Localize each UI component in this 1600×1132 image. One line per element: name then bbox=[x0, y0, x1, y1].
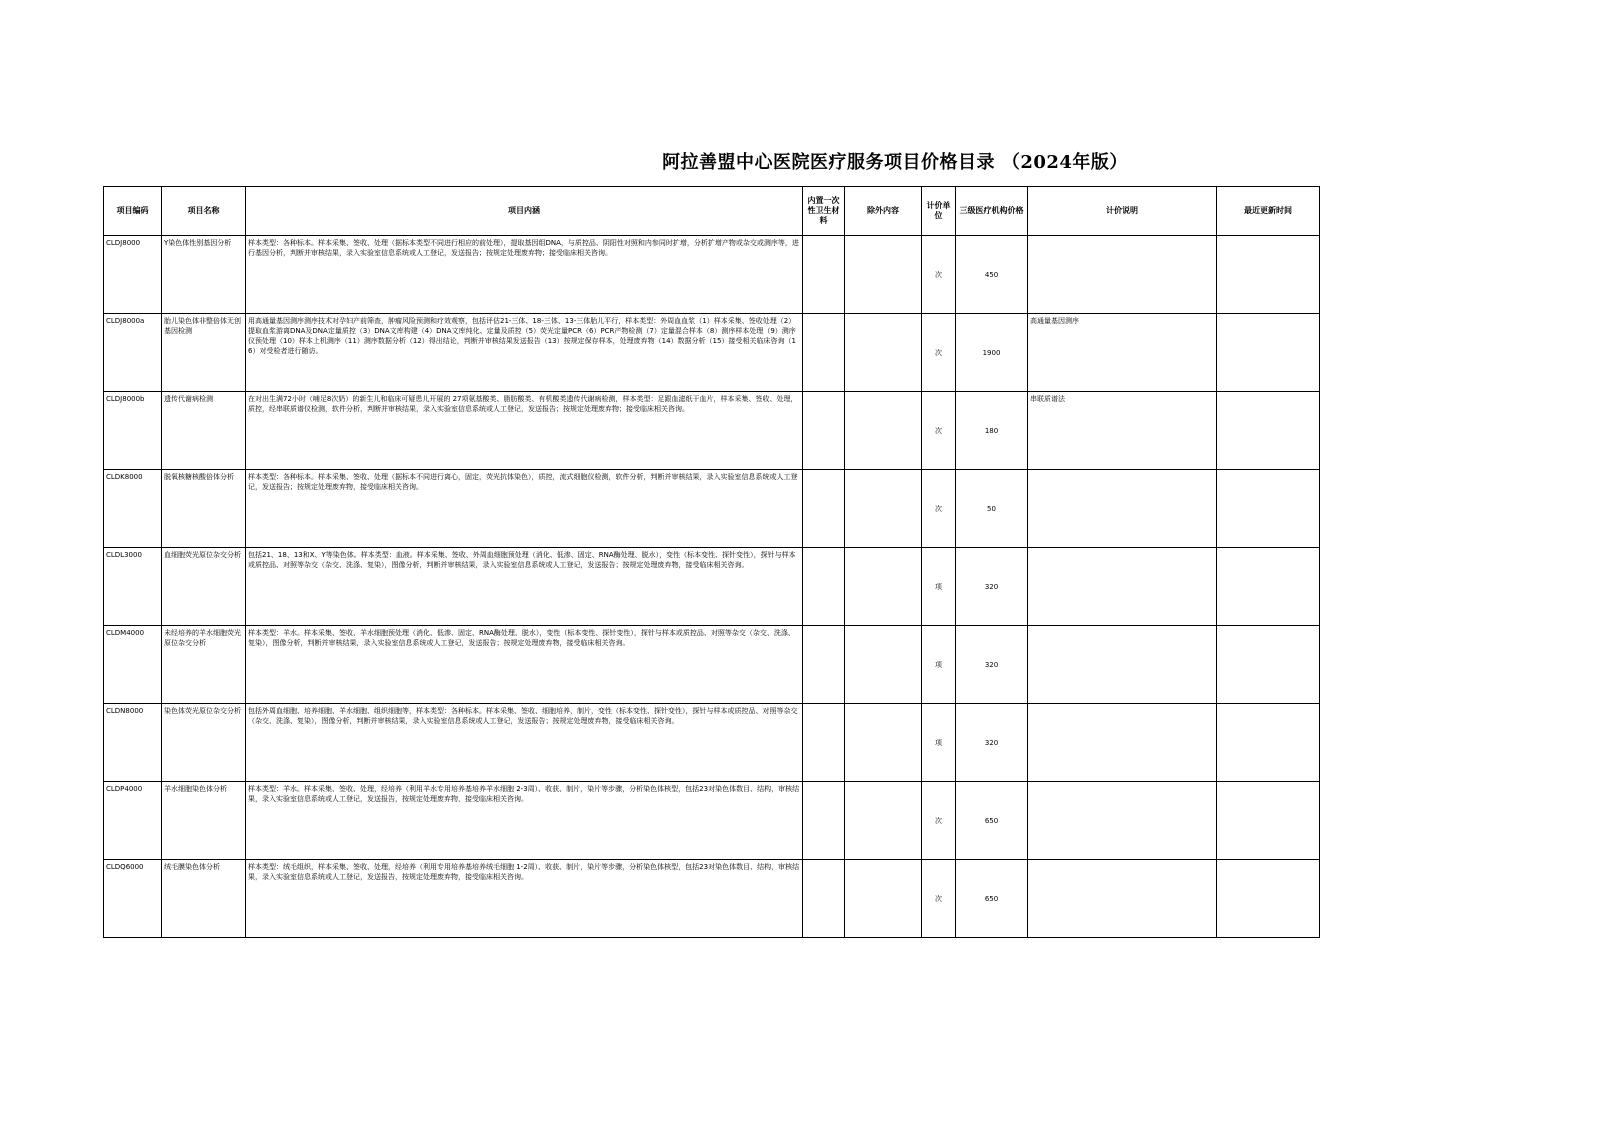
cell-updated bbox=[1217, 470, 1320, 548]
cell-material bbox=[803, 314, 845, 392]
cell-updated bbox=[1217, 704, 1320, 782]
cell-name: 未经培养的羊水细胞荧光原位杂交分析 bbox=[162, 626, 246, 704]
cell-code: CLDK8000 bbox=[104, 470, 162, 548]
header-material: 内置一次性卫生材料 bbox=[803, 187, 845, 236]
cell-price: 50 bbox=[956, 470, 1028, 548]
cell-content: 样本类型：各种标本。样本采集、签收、处理（据标本不同进行离心，固定，荧光抗体染色），质控，流式细胞仪检测，软件分析，判断并审核结果，录入实验室信息系统或人工登记，发送报告；按规定处理废弃物，接受临床相关咨询。 bbox=[246, 470, 803, 548]
cell-name: 遗传代谢病检测 bbox=[162, 392, 246, 470]
cell-price: 650 bbox=[956, 860, 1028, 938]
cell-code: CLDQ6000 bbox=[104, 860, 162, 938]
cell-updated bbox=[1217, 236, 1320, 314]
cell-note bbox=[1028, 782, 1217, 860]
cell-note bbox=[1028, 860, 1217, 938]
cell-code: CLDN8000 bbox=[104, 704, 162, 782]
header-price: 三级医疗机构价格 bbox=[956, 187, 1028, 236]
cell-price: 320 bbox=[956, 626, 1028, 704]
cell-price: 180 bbox=[956, 392, 1028, 470]
cell-exclusions bbox=[845, 236, 922, 314]
cell-unit: 次 bbox=[922, 782, 956, 860]
cell-unit: 项 bbox=[922, 548, 956, 626]
cell-code: CLDM4000 bbox=[104, 626, 162, 704]
cell-name: 羊水细胞染色体分析 bbox=[162, 782, 246, 860]
cell-unit: 次 bbox=[922, 470, 956, 548]
cell-exclusions bbox=[845, 548, 922, 626]
cell-name: 脱氧核糖核酸倍体分析 bbox=[162, 470, 246, 548]
price-table bbox=[103, 186, 1320, 938]
header-exclusions: 除外内容 bbox=[845, 187, 922, 236]
table-row bbox=[104, 782, 1320, 860]
cell-content: 样本类型：绒毛组织，样本采集、签收、处理，经培养（利用专用培养基培养绒毛细胞 1-2周）、收获、制片，染片等步骤，分析染色体核型，包括23对染色体数目、结构，审核结果，录入实验室信息系统或人工登记，发送报告，按规定处理废弃物，接受临床相关咨询。 bbox=[246, 860, 803, 938]
table-row bbox=[104, 548, 1320, 626]
cell-unit: 次 bbox=[922, 236, 956, 314]
header-name: 项目名称 bbox=[162, 187, 246, 236]
cell-note bbox=[1028, 236, 1217, 314]
cell-material bbox=[803, 392, 845, 470]
cell-material bbox=[803, 626, 845, 704]
cell-unit: 次 bbox=[922, 860, 956, 938]
cell-exclusions bbox=[845, 470, 922, 548]
cell-material bbox=[803, 548, 845, 626]
header-note: 计价说明 bbox=[1028, 187, 1217, 236]
table-row bbox=[104, 860, 1320, 938]
cell-name: 胎儿染色体非整倍体无创基因检测 bbox=[162, 314, 246, 392]
cell-material bbox=[803, 860, 845, 938]
cell-material bbox=[803, 236, 845, 314]
cell-updated bbox=[1217, 782, 1320, 860]
cell-content: 在对出生满72小时（哺足8次奶）的新生儿和临床可疑患儿开展的 27项氨基酸类、脂肪酸类、有机酸类遗传代谢病检测，样本类型：足跟血滤纸干血片，样本采集、签收、处理，质控，经串联质谱仪检测，软件分析，判断并审核结果，录入实验室信息系统或人工登记，发送报告；按规定处理废弃物；接受临床相关咨询。 bbox=[246, 392, 803, 470]
page-title bbox=[0, 148, 1600, 174]
table-row bbox=[104, 236, 1320, 314]
cell-code: CLDP4000 bbox=[104, 782, 162, 860]
cell-unit: 次 bbox=[922, 314, 956, 392]
cell-note bbox=[1028, 626, 1217, 704]
cell-content: 用高通量基因测序测序技术对孕妇产前筛查，肿瘤风险预测和疗效观察，包括评估21-三体、18-三体、13-三体胎儿平行，样本类型：外周血血浆（1）样本采集、签收处理（2）提取血浆游离DNA及DNA定量质控（3）DNA文库构建（4）DNA文库纯化、定量及质控（5）荧光定量PCR（6）PCR产物检测（7）定量混合样本（8）测序样本处理（9）测序仪预处理（10）样本上机测序（11）测序数据分析（12）得出结论，判断并审核结果发送报告（13）按规定保存样本，处理废弃物（14）数据分析（15）接受相关临床咨询（16）对受检者进行随访。 bbox=[246, 314, 803, 392]
cell-material bbox=[803, 704, 845, 782]
cell-code: CLDL3000 bbox=[104, 548, 162, 626]
cell-price: 320 bbox=[956, 704, 1028, 782]
cell-exclusions bbox=[845, 704, 922, 782]
cell-updated bbox=[1217, 314, 1320, 392]
table-row bbox=[104, 314, 1320, 392]
cell-material bbox=[803, 470, 845, 548]
cell-exclusions bbox=[845, 314, 922, 392]
header-updated: 最近更新时间 bbox=[1217, 187, 1320, 236]
cell-updated bbox=[1217, 860, 1320, 938]
cell-note bbox=[1028, 704, 1217, 782]
cell-updated bbox=[1217, 548, 1320, 626]
table-header-row bbox=[104, 187, 1320, 236]
cell-note bbox=[1028, 548, 1217, 626]
cell-price: 320 bbox=[956, 548, 1028, 626]
cell-note: 串联质谱法 bbox=[1028, 392, 1217, 470]
cell-content: 样本类型：羊水。样本采集、签收、处理，经培养（利用羊水专用培养基培养羊水细胞 2-3周）、收获、制片，染片等步骤，分析染色体核型，包括23对染色体数目、结构，审核结果，录入实验室信息系统或人工登记，发送报告，按规定处理废弃物，接受临床相关咨询。 bbox=[246, 782, 803, 860]
cell-code: CLDJ8000b bbox=[104, 392, 162, 470]
cell-name: 血细胞荧光原位杂交分析 bbox=[162, 548, 246, 626]
cell-material bbox=[803, 782, 845, 860]
cell-unit: 项 bbox=[922, 626, 956, 704]
cell-unit: 项 bbox=[922, 704, 956, 782]
table-row bbox=[104, 704, 1320, 782]
cell-content: 样本类型：羊水。样本采集、签收、羊水细胞预处理（消化、低渗、固定、RNA酶处理、脱水），变性（标本变性、探针变性），探针与样本或质控品、对照等杂交（杂交、洗涤、复染），图像分析，判断并审核结果，录入实验室信息系统或人工登记，发送报告；按规定处理废弃物，接受临床相关咨询。 bbox=[246, 626, 803, 704]
cell-content: 包括外周血细胞、培养细胞、羊水细胞、组织细胞等，样本类型：各种标本。样本采集、签收、细胞培养，制片，变性（标本变性、探针变性），探针与样本或质控品、对照等杂交（杂交、洗涤、复染），图像分析，判断并审核结果，录入实验室信息系统或人工登记，发送报告；按规定处理废弃物，接受临床相关咨询。 bbox=[246, 704, 803, 782]
cell-price: 450 bbox=[956, 236, 1028, 314]
table-row bbox=[104, 392, 1320, 470]
cell-name: 染色体荧光原位杂交分析 bbox=[162, 704, 246, 782]
cell-updated bbox=[1217, 392, 1320, 470]
cell-note bbox=[1028, 470, 1217, 548]
cell-exclusions bbox=[845, 782, 922, 860]
cell-code: CLDJ8000 bbox=[104, 236, 162, 314]
header-unit: 计价单位 bbox=[922, 187, 956, 236]
page-title-text: 阿拉善盟中心医院医疗服务项目价格目录 （2024年版） bbox=[662, 152, 1128, 173]
header-code: 项目编码 bbox=[104, 187, 162, 236]
cell-content: 样本类型：各种标本。样本采集、签收、处理（据标本类型不同进行相应的前处理），提取基因组DNA，与质控品、阴阳性对照和内参同时扩增，分析扩增产物或杂交或测序等，进行基因分析，判断并审核结果，录入实验室信息系统或人工登记，发送报告；按规定处理废弃物；接受临床相关咨询。 bbox=[246, 236, 803, 314]
cell-unit: 次 bbox=[922, 392, 956, 470]
cell-updated bbox=[1217, 626, 1320, 704]
cell-code: CLDJ8000a bbox=[104, 314, 162, 392]
cell-note: 高通量基因测序 bbox=[1028, 314, 1217, 392]
cell-price: 1900 bbox=[956, 314, 1028, 392]
table-row bbox=[104, 626, 1320, 704]
cell-exclusions bbox=[845, 860, 922, 938]
table-row bbox=[104, 470, 1320, 548]
cell-exclusions bbox=[845, 392, 922, 470]
cell-content: 包括21、18、13和X、Y等染色体。样本类型：血液。样本采集、签收、外周血细胞预处理（消化、低渗、固定、RNA酶处理、脱水），变性（标本变性、探针变性），探针与样本或质控品、对照等杂交（杂交、洗涤、复染），图像分析，判断并审核结果，录入实验室信息系统或人工登记，发送报告；按规定处理废弃物，接受临床相关咨询。 bbox=[246, 548, 803, 626]
cell-name: Y染色体性别基因分析 bbox=[162, 236, 246, 314]
cell-name: 绒毛膜染色体分析 bbox=[162, 860, 246, 938]
cell-exclusions bbox=[845, 626, 922, 704]
header-content: 项目内涵 bbox=[246, 187, 803, 236]
cell-price: 650 bbox=[956, 782, 1028, 860]
